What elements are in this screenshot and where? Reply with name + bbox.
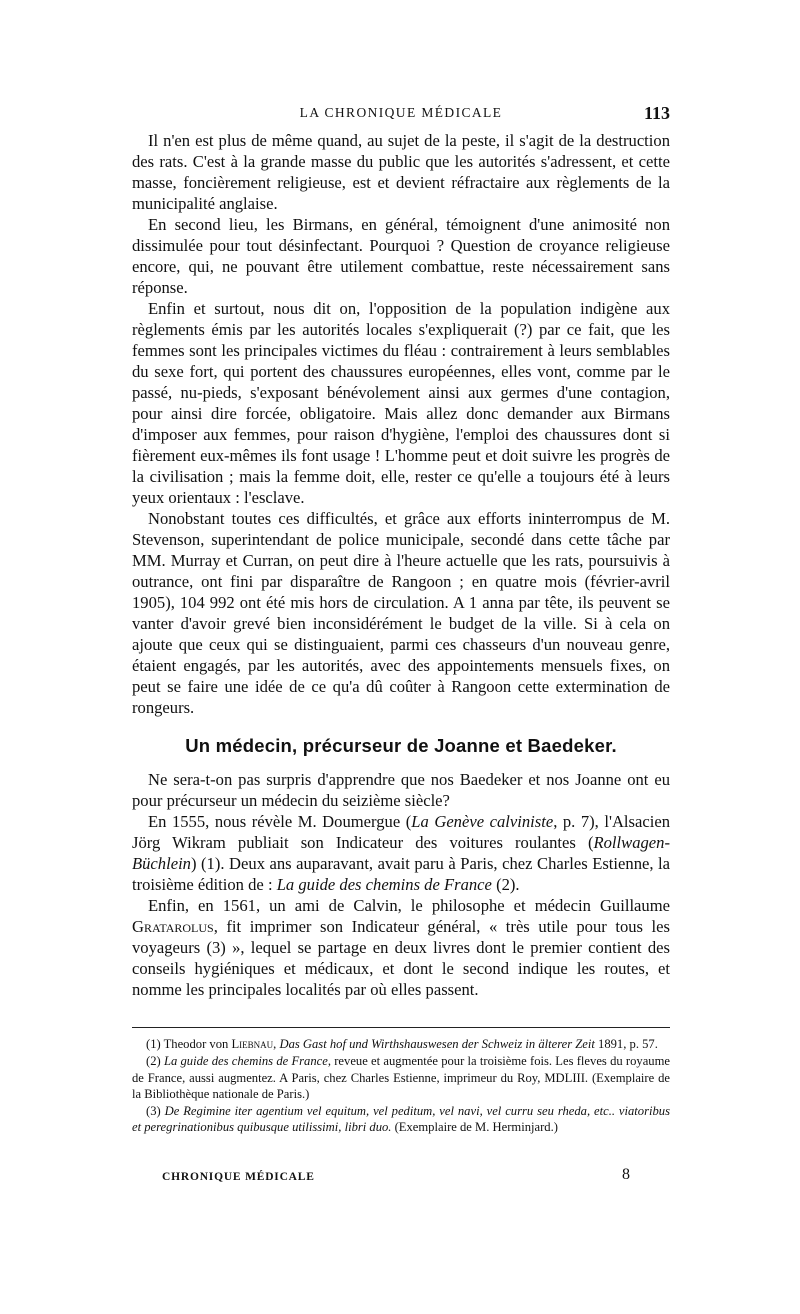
paragraph: Enfin et surtout, nous dit on, l'opposition de la population indigène aux règlements émis par les autorités locales s'expliquerait (?) par ce fait, que les femmes sont les principales victimes du fléau : contrairement à leurs semblables du sexe fort, qui portent des chaussures européennes, elles vont, comme par le passé, nu-pieds, s'exposant bénévolement ainsi aux germes d'une contagion, pour ainsi dire forcée, obligatoire. Mais allez donc demander aux Birmans d'imposer aux femmes, pour raison d'hygiène, l'emploi des chaussures dont si fièrement eux-mêmes ils font usage ! L'homme peut et doit suivre les progrès de la civilisation ; mais la femme doit, elle, rester ce qu'elle a toujours été à leurs yeux orientaux : l'esclave.: [132, 299, 670, 507]
author-name: Gratarolus: [132, 917, 214, 936]
article-body: [132, 130, 670, 718]
text-run: , fit imprimer son Indicateur général, « très utile pour tous les voyageurs (3) », lequel se partage en deux livres dont le premier contient des conseils hygiéniques et médicaux, et dont le second indique les routes, et nomme les principales localités par où elles passent.: [132, 917, 670, 999]
text-run: ) (1). Deux ans auparavant, avait paru à Paris, chez Charles Estienne, la troisième édition de :: [132, 854, 670, 894]
running-title: LA CHRONIQUE MÉDICALE: [299, 105, 503, 120]
text-run: ,: [273, 1037, 280, 1051]
text-run: , p. 7), l'Alsacien Jörg Wikram publiait son Indicateur des voitures roulantes (: [132, 812, 671, 852]
text-run: (1) Theodor von: [146, 1037, 232, 1051]
paragraph: Nonobstant toutes ces difficultés, et grâce aux efforts ininterrompus de M. Stevenson, superintendant de police municipale, secondé dans cette tâche par MM. Murray et Curran, on peut dire à l'heure actuelle que les rats, poursuivis à outrance, ont fini par disparaître de Rangoon ; en quatre mois (février-avril 1905), 104 992 ont été mis hors de circulation. A 1 anna par tête, ils peuvent se vanter d'avoir grevé bien inconsidérément le budget de la ville. Si à cela on ajoute que ceux qui se distinguaient, parmi ces chasseurs d'un nouveau genre, étaient engagés, par les autorités, avec des appointements mensuels fixes, on peut se faire une idée de ce qu'a dû coûter à Rangoon cette extermination de rongeurs.: [132, 509, 670, 717]
italic-title: De Regimine iter agentium vel equitum, vel peditum, vel navi, vel curru seu rheda, etc.. viatoribus et peregrinationibus quibusque utilissimi, libri duo.: [132, 1104, 670, 1135]
text-run: 1891, p. 57.: [594, 1037, 658, 1051]
italic-title: La guide des chemins de France: [163, 1054, 328, 1069]
paragraph: Ne sera-t-on pas surpris d'apprendre que nos Baedeker et nos Joanne ont eu pour précurseur un médecin du seizième siècle?: [132, 770, 670, 810]
italic-title: Rollwagen-Büchlein: [132, 833, 670, 873]
text-run: (2): [146, 1054, 164, 1069]
footnote-rule: [132, 1027, 670, 1028]
paragraph: En second lieu, les Birmans, en général, témoignent d'une animosité non dissimulée pour tout désinfectant. Pourquoi ? Question de croyance religieuse encore, qui, ne pouvant être utilement combattue, reste nécessairement sans réponse.: [132, 215, 670, 297]
signature-mark: 8: [622, 1166, 630, 1183]
section-heading: Un médecin, précurseur de Joanne et Baedeker.: [185, 735, 617, 756]
italic-title: La guide des chemins de France: [276, 875, 492, 894]
italic-title: La Genève calviniste: [411, 812, 554, 831]
paragraph: [132, 811, 670, 895]
text-run: Enfin, en 1561, un ami de Calvin, le philosophe et médecin Guillaume: [148, 896, 670, 915]
text-run: (Exemplaire de M. Herminjard.): [391, 1120, 558, 1135]
page-number: 113: [643, 103, 670, 123]
footnotes: [132, 1036, 670, 1137]
footer-journal-name: CHRONIQUE MÉDICALE: [162, 1171, 315, 1183]
text-run: (2).: [491, 875, 520, 894]
running-header: [132, 103, 670, 129]
footnote: [132, 1103, 670, 1136]
author-name: Liebnau: [231, 1037, 274, 1051]
paragraph: [132, 895, 670, 1000]
text-run: En 1555, nous révèle M. Doumergue (: [148, 812, 412, 831]
footnote: [132, 1036, 670, 1052]
text-run: (3): [146, 1104, 165, 1119]
footnote: [132, 1053, 670, 1102]
paragraph: Il n'en est plus de même quand, au sujet de la peste, il s'agit de la destruction des rats. C'est à la grande masse du public que les autorités s'adressent, et cette masse, foncièrement religieuse, est et devient réfractaire aux règlements de la municipalité anglaise.: [132, 131, 670, 213]
italic-title: Das Gast hof und Wirthshauswesen der Schweiz in älterer Zeit: [279, 1037, 595, 1051]
section-body: [132, 769, 670, 1000]
text-run: , reveue et augmentée pour la troisième fois. Les fleves du royaume de France, aussi augmentez. A Paris, chez Charles Estienne, imprimeur du Roy, MDLIII. (Exemplaire de la Bibliothèque nationale de Paris.): [132, 1054, 670, 1101]
